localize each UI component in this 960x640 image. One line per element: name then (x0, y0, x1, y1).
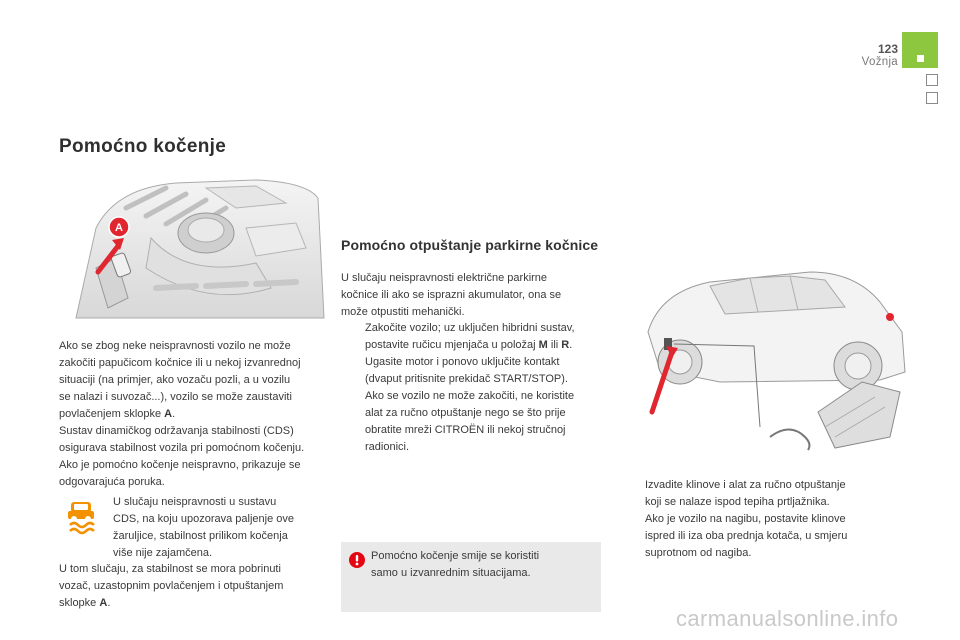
callout-label: A (115, 222, 123, 234)
text-line: zakočiti papučicom kočnice ili u nekoj izvanrednoj (59, 357, 301, 369)
closing-paragraph (59, 561, 321, 612)
text-line: kočnice ili ako se isprazni akumulator, ona se (341, 289, 562, 301)
text-line: žaruljice, stabilnost prilikom kočenja (113, 530, 288, 542)
text-span: . (107, 597, 111, 609)
text-line: Pomoćno kočenje smije se koristiti (371, 550, 540, 562)
page-number: 123 (877, 42, 898, 56)
chapter-tab-active (902, 32, 938, 68)
section-title: Pomoćno kočenje (59, 136, 227, 157)
intro-paragraph (59, 338, 321, 491)
callout-badge (108, 216, 130, 238)
text-line: više nije zajamčena. (113, 547, 213, 559)
text-line (365, 337, 605, 354)
stability-warning-icon (64, 499, 98, 535)
subsection-title: Pomoćno otpuštanje parkirne kočnice (341, 237, 599, 253)
text-line: Ako je vozilo na nagibu, postavite klinove (645, 513, 846, 525)
text-span: . (569, 339, 573, 351)
text-line: se nalazi i suvozač...), vozilo se može zaustaviti (59, 391, 292, 403)
text-line: može otpustiti mehanički. (341, 306, 465, 318)
text-line: radionici. (365, 441, 410, 453)
text-line: odgovarajuća poruka. (59, 476, 165, 488)
text-line: CDS, na koju upozorava paljenje ove (113, 513, 295, 525)
chapter-tab-empty (926, 74, 938, 86)
tab-marker (917, 55, 924, 62)
text-line: situaciji (na primjer, ako vozaču pozli, a u vozilu (59, 374, 291, 386)
caution-icon (349, 552, 365, 568)
text-line: ispred ili iza oba prednja kotača, u smjeru (645, 530, 848, 542)
text-line: alat za ručno otpuštanje nego se što prije (365, 407, 566, 419)
text-line: U slučaju neispravnosti električne parkirne (341, 272, 548, 284)
text-line: Izvadite klinove i alat za ručno otpuštanje (645, 479, 846, 491)
car-wheel-chock-illustration (640, 262, 920, 462)
gear-m-label: M (538, 339, 548, 351)
watermark: carmanualsonline.info (676, 606, 899, 631)
text-line (59, 406, 321, 423)
text-line: suprotnom od nagiba. (645, 547, 752, 559)
text-span: ili (547, 339, 562, 351)
text-line: samo u izvanrednim situacijama. (371, 567, 531, 579)
text-line: Ugasite motor i ponovo uključite kontakt (365, 356, 560, 368)
text-line: Ako je pomoćno kočenje neispravno, prikazuje se (59, 459, 301, 471)
text-span: povlačenjem sklopke (59, 408, 165, 420)
text-line: Zakočite vozilo; uz uključen hibridni sustav, (365, 322, 575, 334)
text-span: sklopke (59, 597, 100, 609)
text-line: osigurava stabilnost vozila pri pomoćnom kočenju. (59, 442, 305, 454)
bullet-text (645, 477, 880, 511)
caution-note-text (371, 548, 586, 582)
text-line: (dvaput pritisnite prekidač START/STOP). (365, 373, 568, 385)
chapter-tab-empty (926, 92, 938, 104)
cds-warning-text (113, 494, 321, 562)
text-line: Ako se zbog neke neispravnosti vozilo ne može (59, 340, 291, 352)
bullet-text (365, 320, 605, 354)
text-span: postavite ručicu mjenjača u položaj (365, 339, 539, 351)
text-span: . (172, 408, 176, 420)
center-console-illustration (56, 168, 326, 324)
text-line: Sustav dinamičkog održavanja stabilnosti (CDS) (59, 425, 294, 437)
bullet-text (645, 511, 880, 562)
bullet-text (365, 354, 605, 456)
gear-r-label: R (561, 339, 570, 351)
chapter-title: Vožnja (861, 56, 898, 68)
text-line: Ako se vozilo ne može zakočiti, ne koristite (365, 390, 575, 402)
release-intro (341, 270, 606, 321)
switch-ref: A (164, 408, 173, 420)
text-line: vozač, uzastopnim povlačenjem i otpuštanjem (59, 580, 284, 592)
text-line: koji se nalaze ispod tepiha prtljažnika. (645, 496, 830, 508)
text-line: U tom slučaju, za stabilnost se mora pobrinuti (59, 563, 281, 575)
text-line (59, 595, 321, 612)
text-line: obratite mreži CITROËN ili nekoj stručnoj (365, 424, 566, 436)
switch-ref: A (99, 597, 108, 609)
text-line: U slučaju neispravnosti u sustavu (113, 496, 277, 508)
